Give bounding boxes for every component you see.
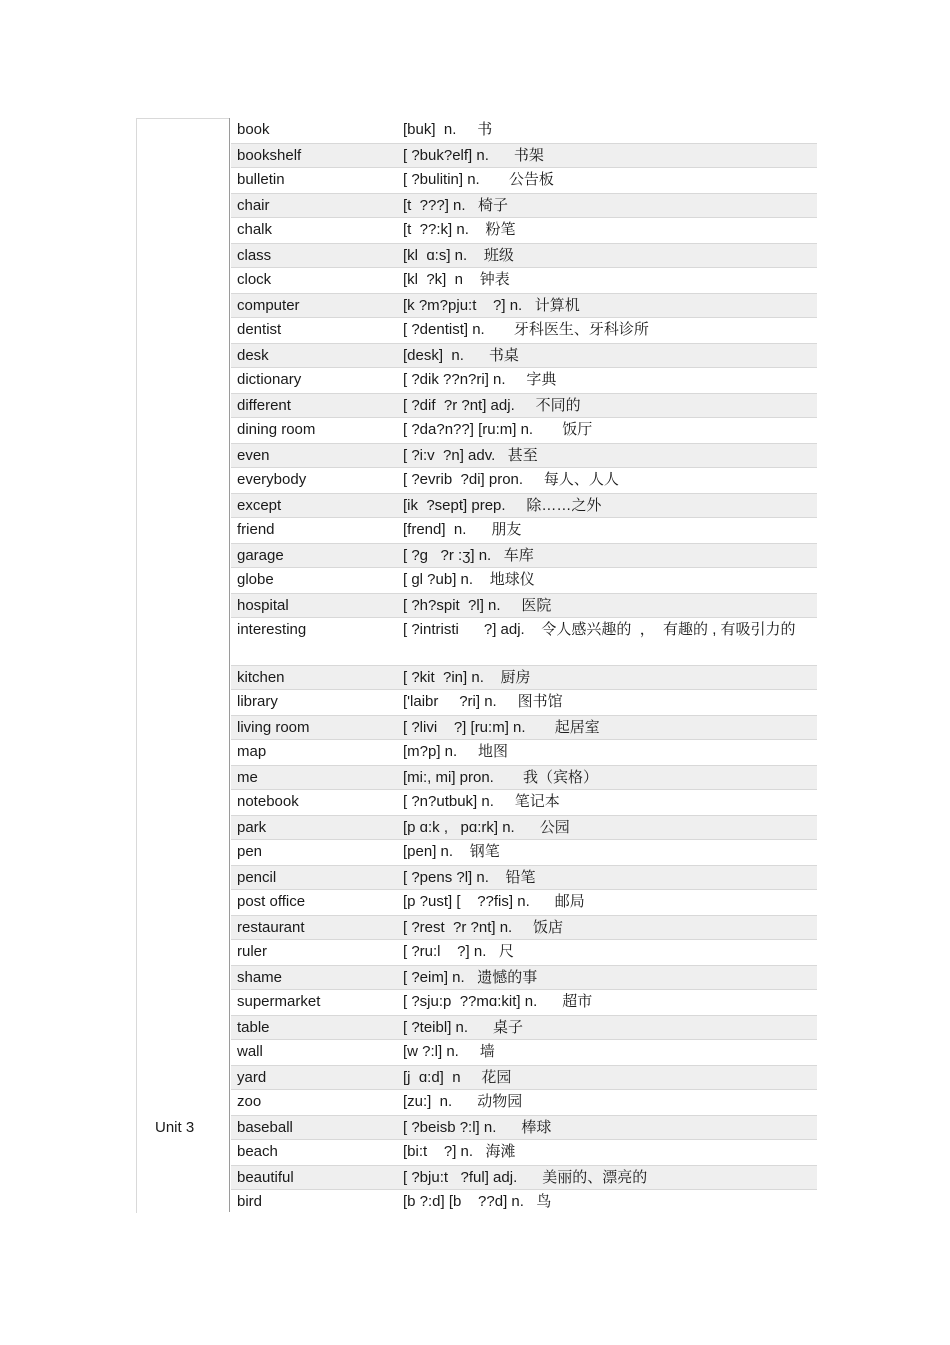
table-row	[231, 218, 817, 243]
vocab-word: bird	[237, 1193, 263, 1210]
vocab-definition: [b ?:d] [b ??d] n. 鸟	[403, 1193, 552, 1210]
table-row	[231, 840, 817, 865]
vocab-word: pen	[237, 843, 263, 860]
table-row	[231, 243, 817, 268]
vocab-definition: [p ?ust] [ ??fis] n. 邮局	[403, 893, 585, 910]
vocab-word: ruler	[237, 943, 268, 960]
table-row	[231, 990, 817, 1015]
vocab-definition: [ ?intristi ?] adj. 令人感兴趣的 ， 有趣的 , 有吸引力的	[403, 621, 796, 638]
vocab-definition: [m?p] n. 地图	[403, 743, 509, 760]
vocab-word: hospital	[237, 597, 289, 614]
vocab-definition: [ ?sju:p ??mɑ:kit] n. 超市	[403, 993, 593, 1010]
vocab-definition: [ ?beisb ?:l] n. 棒球	[403, 1119, 552, 1136]
vocab-definition: [desk] n. 书桌	[403, 347, 519, 364]
unit-column	[136, 118, 230, 1213]
vocab-definition: [bi:t ?] n. 海滩	[403, 1143, 516, 1160]
table-row	[231, 1090, 817, 1115]
vocab-word: chair	[237, 197, 270, 214]
vocab-definition: [ ?evrib ?di] pron. 每人、人人	[403, 471, 619, 488]
vocab-word: desk	[237, 347, 269, 364]
vocab-word: bulletin	[237, 171, 285, 188]
table-row	[231, 293, 817, 318]
vocab-word: wall	[237, 1043, 263, 1060]
table-row	[231, 1165, 817, 1190]
vocab-word: notebook	[237, 793, 299, 810]
vocab-definition: [pen] n. 钢笔	[403, 843, 500, 860]
vocab-definition: [buk] n. 书	[403, 121, 493, 138]
vocab-definition: [ ?dik ??n?ri] n. 字典	[403, 371, 557, 388]
table-row	[231, 468, 817, 493]
table-row	[231, 865, 817, 890]
vocab-word: dining room	[237, 421, 316, 438]
vocab-definition: [ ?dif ?r ?nt] adj. 不同的	[403, 397, 581, 414]
vocab-word: table	[237, 1019, 270, 1036]
vocab-definition: [p ɑ:k , pɑ:rk] n. 公园	[403, 819, 570, 836]
vocab-word: globe	[237, 571, 274, 588]
table-row	[231, 443, 817, 468]
vocab-word: friend	[237, 521, 275, 538]
vocab-word: clock	[237, 271, 272, 288]
table-row	[231, 368, 817, 393]
table-row	[231, 343, 817, 368]
vocab-word: park	[237, 819, 267, 836]
table-row	[231, 168, 817, 193]
vocab-definition: [ ?eim] n. 遗憾的事	[403, 969, 538, 986]
vocab-definition: [ ?kit ?in] n. 厨房	[403, 669, 531, 686]
vocab-definition: [t ???] n. 椅子	[403, 197, 509, 214]
table-row	[231, 1115, 817, 1140]
vocabulary-table	[231, 118, 817, 1215]
table-row	[231, 915, 817, 940]
vocab-word: garage	[237, 547, 284, 564]
vocab-word: computer	[237, 297, 300, 314]
vocab-definition: [kl ɑ:s] n. 班级	[403, 247, 514, 264]
table-row	[231, 318, 817, 343]
table-row	[231, 815, 817, 840]
table-row	[231, 618, 817, 665]
table-row	[231, 890, 817, 915]
vocab-word: chalk	[237, 221, 273, 238]
vocab-definition: ['laibr ?ri] n. 图书馆	[403, 693, 563, 710]
vocab-word: supermarket	[237, 993, 321, 1010]
vocab-definition: [ ?h?spit ?l] n. 医院	[403, 597, 552, 614]
vocab-word: dentist	[237, 321, 282, 338]
vocab-definition: [ ?bju:t ?ful] adj. 美丽的、漂亮的	[403, 1169, 648, 1186]
table-row	[231, 143, 817, 168]
vocab-word: pencil	[237, 869, 277, 886]
table-row	[231, 1040, 817, 1065]
table-row	[231, 568, 817, 593]
vocab-word: even	[237, 447, 270, 464]
vocab-word: map	[237, 743, 267, 760]
table-row	[231, 393, 817, 418]
vocab-word: except	[237, 497, 282, 514]
vocab-word: dictionary	[237, 371, 302, 388]
vocab-definition: [w ?:l] n. 墙	[403, 1043, 495, 1060]
table-row	[231, 543, 817, 568]
unit-label: Unit 3	[155, 1119, 195, 1136]
vocab-word: bookshelf	[237, 147, 302, 164]
vocab-definition: [t ??:k] n. 粉笔	[403, 221, 516, 238]
vocab-word: library	[237, 693, 278, 710]
vocab-definition: [ ?buk?elf] n. 书架	[403, 147, 544, 164]
table-row	[231, 790, 817, 815]
vocab-word: zoo	[237, 1093, 262, 1110]
table-row	[231, 1190, 817, 1215]
table-row	[231, 690, 817, 715]
table-row	[231, 1065, 817, 1090]
table-row	[231, 118, 817, 143]
vocab-word: kitchen	[237, 669, 285, 686]
table-row	[231, 518, 817, 543]
vocab-definition: [ ?da?n??] [ru:m] n. 饭厅	[403, 421, 593, 438]
vocab-word: shame	[237, 969, 283, 986]
table-row	[231, 965, 817, 990]
table-row	[231, 765, 817, 790]
vocab-word: yard	[237, 1069, 267, 1086]
vocab-word: beach	[237, 1143, 278, 1160]
table-row	[231, 715, 817, 740]
vocab-word: everybody	[237, 471, 307, 488]
vocab-definition: [ ?pens ?l] n. 铅笔	[403, 869, 536, 886]
table-row	[231, 1015, 817, 1040]
vocab-word: restaurant	[237, 919, 305, 936]
table-row	[231, 418, 817, 443]
vocab-definition: [zu:] n. 动物园	[403, 1093, 523, 1110]
vocab-word: beautiful	[237, 1169, 294, 1186]
table-row	[231, 1140, 817, 1165]
vocab-word: baseball	[237, 1119, 293, 1136]
vocab-word: interesting	[237, 621, 307, 638]
vocab-word: different	[237, 397, 291, 414]
vocab-definition: [ ?teibl] n. 桌子	[403, 1019, 524, 1036]
table-row	[231, 740, 817, 765]
vocab-word: book	[237, 121, 270, 138]
vocab-definition: [ ?dentist] n. 牙科医生、牙科诊所	[403, 321, 649, 338]
table-row	[231, 940, 817, 965]
vocab-definition: [ ?n?utbuk] n. 笔记本	[403, 793, 560, 810]
vocab-definition: [ik ?sept] prep. 除……之外	[403, 497, 602, 514]
table-row	[231, 665, 817, 690]
vocab-definition: [k ?m?pju:t ?] n. 计算机	[403, 297, 580, 314]
vocab-definition: [ gl ?ub] n. 地球仪	[403, 571, 535, 588]
vocab-definition: [j ɑ:d] n 花园	[403, 1069, 512, 1086]
table-row	[231, 193, 817, 218]
vocab-definition: [ ?livi ?] [ru:m] n. 起居室	[403, 719, 600, 736]
vocab-word: class	[237, 247, 272, 264]
table-row	[231, 268, 817, 293]
vocab-definition: [ ?bulitin] n. 公告板	[403, 171, 554, 188]
vocab-definition: [ ?i:v ?n] adv. 甚至	[403, 447, 538, 464]
vocab-definition: [frend] n. 朋友	[403, 521, 522, 538]
vocab-definition: [mi:, mi] pron. 我（宾格）	[403, 769, 599, 786]
vocab-word: living room	[237, 719, 310, 736]
vocab-word: post office	[237, 893, 306, 910]
table-row	[231, 493, 817, 518]
vocab-definition: [ ?g ?r :ʒ] n. 车库	[403, 547, 534, 564]
column-divider	[229, 118, 230, 1212]
table-row	[231, 593, 817, 618]
vocab-definition: [kl ?k] n 钟表	[403, 271, 510, 288]
vocab-definition: [ ?rest ?r ?nt] n. 饭店	[403, 919, 564, 936]
vocab-definition: [ ?ru:l ?] n. 尺	[403, 943, 514, 960]
vocab-word: me	[237, 769, 258, 786]
